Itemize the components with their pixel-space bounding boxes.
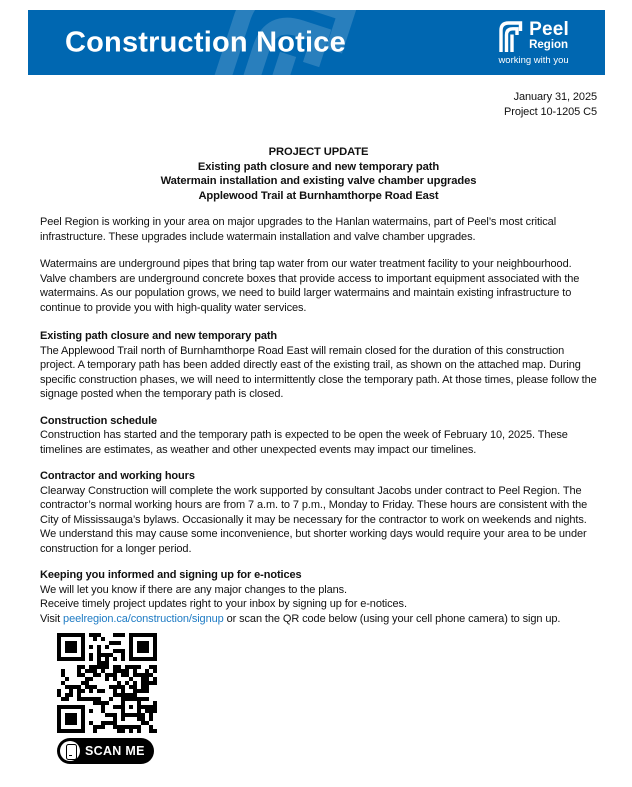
section-heading: Keeping you informed and signing up for e-notices	[40, 569, 302, 581]
phone-icon	[60, 741, 80, 761]
section-heading: Construction schedule	[40, 414, 158, 427]
scan-me-label: SCAN ME	[85, 743, 145, 758]
title-line-path-closure: Existing path closure and new temporary path	[197, 160, 440, 173]
qr-code	[57, 633, 157, 733]
signup-line	[40, 612, 597, 627]
project-number: Project 10-1205 C5	[504, 105, 597, 118]
section-heading: Existing path closure and new temporary path	[40, 330, 278, 342]
logo-sub: Region	[529, 39, 569, 51]
signup-link[interactable]: peelregion.ca/construction/signup	[63, 612, 224, 625]
peel-logo-icon	[498, 20, 524, 52]
peel-region-logo	[498, 20, 569, 66]
section-body: Construction has started and the temporary path is expected to be open the week of February 10, 2025. These timelines are estimates, as weather and other unexpected events may impact our timelines.	[40, 429, 568, 456]
scan-me-badge	[57, 738, 154, 764]
signup-suffix: or scan the QR code below (using your cell phone camera) to sign up.	[223, 612, 561, 625]
page-title: Construction Notice	[65, 26, 346, 58]
signup-prefix: Visit	[40, 612, 64, 625]
section-contractor-hours	[40, 469, 597, 556]
title-block	[40, 145, 597, 203]
informed-line-2: Receive timely project updates right to your inbox by signing up for e-notices.	[40, 598, 407, 610]
section-body: Clearway Construction will complete the work supported by consultant Jacobs under contract to Peel Region. The contractor’s normal working hours are from 7 a.m. to 7 p.m., Monday to Friday. These hours are consistent with the City of Mississauga’s bylaws. Occasionally it may be necessary for the contractor to work on weekends and nights. We understand this may cause some inconvenience, but shorter working days would require your area to be under construction for a longer period.	[40, 484, 588, 555]
title-line-watermain: Watermain installation and existing valve chamber upgrades	[160, 175, 477, 187]
title-line-project-update: PROJECT UPDATE	[268, 146, 369, 158]
logo-wordmark	[529, 20, 569, 52]
qr-code-wrap	[57, 633, 597, 733]
meta-block	[40, 90, 597, 119]
notice-date: January 31, 2025	[513, 91, 597, 103]
section-heading: Contractor and working hours	[40, 470, 195, 482]
intro-paragraph-2: Watermains are underground pipes that bring tap water from our water treatment facility to your neighbourhood. Valve chambers are underground concrete boxes that provide access to important equipment associated with the watermains. As our population grows, we need to build larger watermains and maintain existing infrastructure to continue to provide you with high-quality water services.	[40, 258, 580, 314]
notice-body	[40, 90, 597, 764]
section-construction-schedule	[40, 414, 597, 458]
section-body: The Applewood Trail north of Burnhamthorpe Road East will remain closed for the duration of this construction project. A temporary path has been added directly east of the existing trail, as shown on the attached map. During specific construction phases, we will need to intermittently close the temporary path. At those times, please follow the signage posted when the temporary path is closed.	[40, 344, 597, 400]
title-line-location: Applewood Trail at Burnhamthorpe Road East	[198, 189, 439, 202]
informed-line-1: We will let you know if there are any major changes to the plans.	[40, 583, 347, 596]
section-path-closure	[40, 329, 597, 402]
logo-tagline: working with you	[498, 55, 569, 66]
intro-paragraph-1: Peel Region is working in your area on major upgrades to the Hanlan watermains, part of Peel’s most critical infrastructure. These upgrades include watermain installation and valve chamber upgrades.	[40, 216, 557, 243]
logo-name: Peel	[529, 19, 569, 40]
section-keeping-informed	[40, 568, 597, 626]
header-banner	[28, 10, 605, 75]
